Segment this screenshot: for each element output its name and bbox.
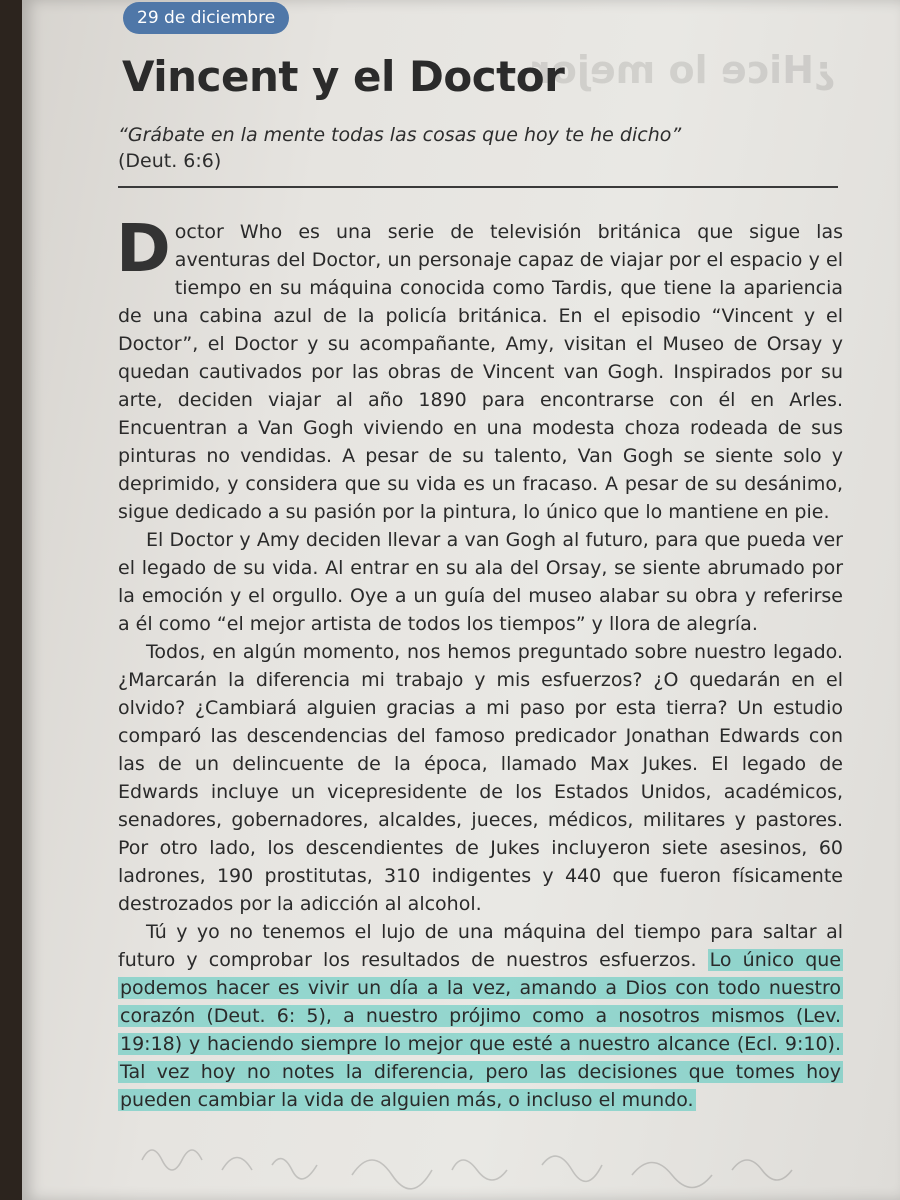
paragraph-4-text: Tú y yo no tenemos el lujo de una máquina del tiempo para saltar al futuro y comprobar los resultados de nuestros esfuerzos. [118,921,843,971]
article-body [116,210,843,1114]
date-badge: 29 de diciembre [123,2,289,34]
epigraph [118,122,818,174]
paragraph-3: Todos, en algún momento, nos hemos preguntado sobre nuestro legado. ¿Marcarán la diferencia mi trabajo y mis esfuerzos? ¿O quedarán en el olvido? ¿Cambiará alguien gracias a mi paso por esta tierra? Un estudio comparó las descendencias del famoso predicador Jonathan Edwards con las de un delincuente de la época, llamado Max Jukes. El legado de Edwards incluye un vicepresidente de los Estados Unidos, académicos, senadores, gobernadores, alcaldes, jueces, médicos, militares y pastores. Por otro lado, los descendientes de Jukes incluyeron siete asesinos, 60 ladrones, 190 prostitutas, 310 indigentes y 440 que fueron físicamente destrozados por la adicción al alcohol. [118,641,843,915]
epigraph-reference: (Deut. 6:6) [118,150,222,172]
highlighted-passage: Lo único que podemos hacer es vivir un día a la vez, amando a Dios con todo nuestro corazón (Deut. 6: 5), a nuestro prójimo como a nosotros mismos (Lev. 19:18) y haciendo siempre lo mejor que esté a nuestro alcance (Ecl. 9:10). Tal vez hoy no notes la diferencia, pero las decisiones que tomes hoy pueden cambiar la vida de alguien más, o incluso el mundo. [120,949,842,1111]
handwriting-bleed [122,1120,862,1200]
page-title: Vincent y el Doctor [122,52,565,101]
paragraph-1-text: octor Who es una serie de televisión británica que sigue las aventuras del Doctor, un personaje capaz de viajar por el espacio y el tiempo en su máquina conocida como Tardis, que tiene la apariencia de una cabina azul de la policía británica. En el episodio “Vincent y el Doctor”, el Doctor y su acompañante, Amy, visitan el Museo de Orsay y quedan cautivados por las obras de Vincent van Gogh. Inspirados por su arte, deciden viajar al año 1890 para encontrarse con él en Arles. Encuentran a Van Gogh viviendo en una modesta choza rodeada de sus pinturas no vendidas. A pesar de su talento, Van Gogh se siente solo y deprimido, y considera que su vida es un fracaso. A pesar de su desánimo, sigue dedicado a su pasión por la pintura, lo único que lo mantiene en pie. [118,221,843,523]
drop-cap: D [116,210,171,287]
divider [118,186,838,188]
epigraph-verse: “Grábate en la mente todas las cosas que hoy te he dicho” [118,124,682,146]
bleed-through-text: ¿Hice lo mejor [532,48,836,92]
paragraph-2: El Doctor y Amy deciden llevar a van Gogh al futuro, para que pueda ver el legado de su vida. Al entrar en su ala del Orsay, se siente abrumado por la emoción y el orgullo. Oye a un guía del museo alabar su obra y referirse a él como “el mejor artista de todos los tiempos” y llora de alegría. [118,529,843,635]
book-page [22,0,900,1200]
paragraph-1 [116,210,843,526]
paragraph-4 [118,918,843,1114]
